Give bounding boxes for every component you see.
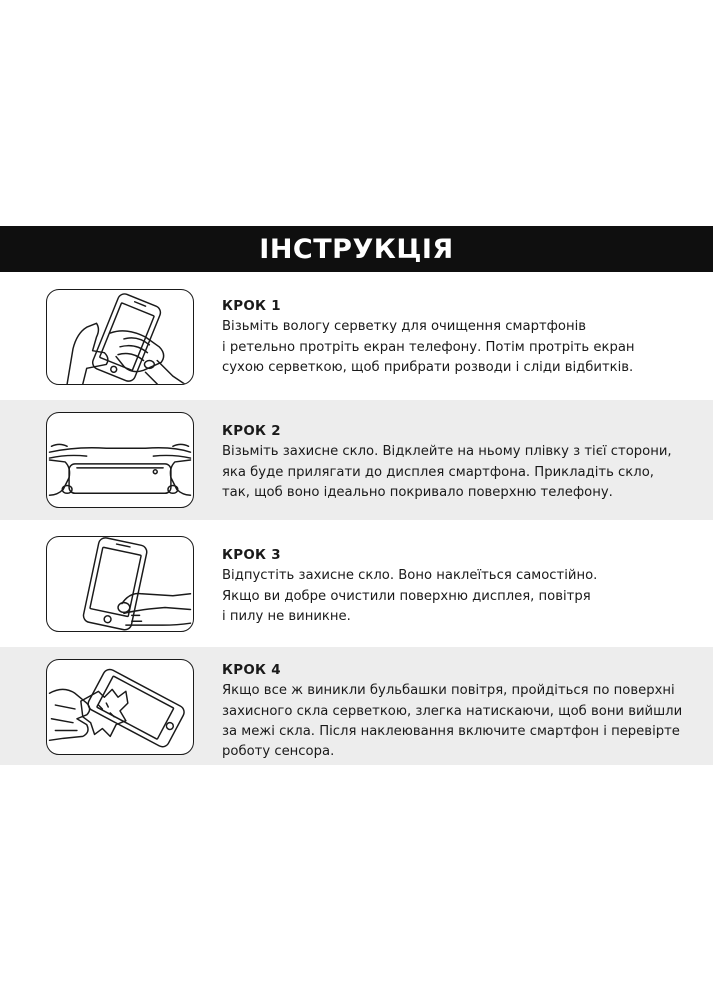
step-line: яка буде прилягати до дисплея смартфона. Прикладіть скло, <box>222 464 654 480</box>
step-line: і ретельно протріть екран телефону. Потім протріть екран <box>222 339 635 355</box>
step-2 <box>0 400 713 520</box>
step-title: КРОК 3 <box>222 548 281 563</box>
step-line: Якщо ви добре очистили поверхню дисплея, повітря <box>222 588 591 604</box>
step-line: Якщо все ж виникли бульбашки повітря, пройдіться по поверхні <box>222 683 675 699</box>
step-line: Візьміть захисне скло. Відклейте на ньому плівку з тієї сторони, <box>222 444 672 460</box>
step-line: захисного скла серветкою, злегка натискаючи, щоб вони вийшли <box>222 703 683 719</box>
step-line: Візьміть вологу серветку для очищення смартфонів <box>222 319 587 335</box>
step-line: за межі скла. Після наклеювання включите смартфон і перевірте <box>222 723 680 739</box>
step-title: КРОК 4 <box>222 663 281 678</box>
page-title: ІНСТРУКЦІЯ <box>259 233 454 265</box>
step-1 <box>0 272 713 400</box>
finger-releasing-glass-icon <box>46 536 194 632</box>
step-title: КРОК 1 <box>222 299 281 314</box>
step-3 <box>0 520 713 647</box>
step-line: так, щоб воно ідеально покривало поверхню телефону. <box>222 484 613 500</box>
hand-wiping-phone-icon <box>46 289 194 385</box>
instruction-header <box>0 226 713 272</box>
step-line: роботу сенсора. <box>222 744 335 760</box>
step-line: Відпустіть захисне скло. Воно наклеїться самостійно. <box>222 568 598 584</box>
step-title: КРОК 2 <box>222 424 281 439</box>
cloth-removing-bubbles-icon <box>46 659 194 755</box>
step-3-text <box>222 546 692 627</box>
step-2-text <box>222 422 692 503</box>
hands-applying-glass-icon <box>46 412 194 508</box>
step-1-text <box>222 297 692 378</box>
step-line: сухою серветкою, щоб прибрати розводи і сліди відбитків. <box>222 359 634 375</box>
step-4 <box>0 647 713 765</box>
step-4-text <box>222 661 692 762</box>
step-line: і пилу не виникне. <box>222 608 351 624</box>
